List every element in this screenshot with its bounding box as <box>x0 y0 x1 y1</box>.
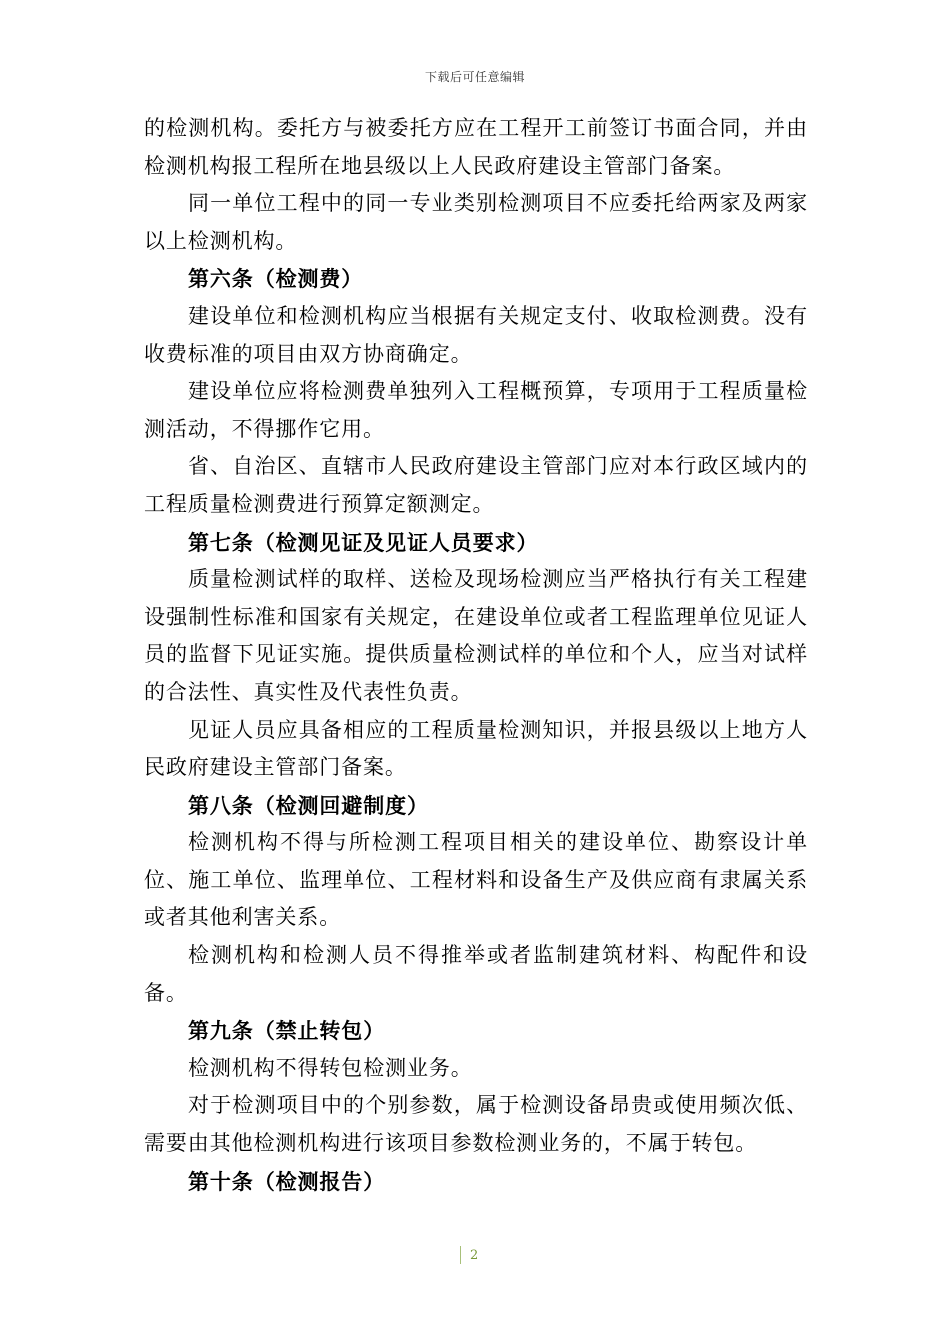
paragraph: 见证人员应具备相应的工程质量检测知识，并报县级以上地方人民政府建设主管部门备案。 <box>144 717 808 780</box>
article-heading: 第八条（检测回避制度） <box>188 792 429 818</box>
paragraph: 同一单位工程中的同一专业类别检测项目不应委托给两家及两家以上检测机构。 <box>144 191 808 253</box>
paragraph: 质量检测试样的取样、送检及现场检测应当严格执行有关工程建设强制性标准和国家有关规定，在建设单位或者工程监理单位见证人员的监督下见证实施。提供质量检测试样的单位和个人，应当对试样的合法性、真实性及代表性负责。 <box>144 567 808 704</box>
paragraph: 的检测机构。委托方与被委托方应在工程开工前签订书面合同，并由检测机构报工程所在地县级以上人民政府建设主管部门备案。 <box>144 116 808 178</box>
article-heading: 第九条（禁止转包） <box>188 1018 386 1044</box>
page-footer <box>460 1246 478 1264</box>
paragraph: 对于检测项目中的个别参数，属于检测设备昂贵或使用频次低、需要由其他检测机构进行该项目参数检测业务的，不属于转包。 <box>144 1093 808 1156</box>
paragraph: 省、自治区、直辖市人民政府建设主管部门应对本行政区域内的工程质量检测费进行预算定额测定。 <box>144 454 808 516</box>
paragraph: 建设单位应将检测费单独列入工程概预算，专项用于工程质量检测活动，不得挪作它用。 <box>144 379 808 441</box>
page-header: 下载后可任意编辑 <box>424 70 525 84</box>
document-body <box>144 110 808 1200</box>
article-heading: 第十条（检测报告） <box>188 1168 386 1194</box>
paragraph: 检测机构不得与所检测工程项目相关的建设单位、勘察设计单位、施工单位、监理单位、工程材料和设备生产及供应商有隶属关系或者其他利害关系。 <box>144 830 808 930</box>
paragraph: 检测机构和检测人员不得推举或者监制建筑材料、构配件和设备。 <box>144 943 808 1005</box>
footer-divider <box>460 1246 461 1264</box>
paragraph: 建设单位和检测机构应当根据有关规定支付、收取检测费。没有收费标准的项目由双方协商确定。 <box>144 303 808 366</box>
page-number: 2 <box>470 1247 479 1263</box>
article-heading: 第七条（检测见证及见证人员要求） <box>188 529 539 555</box>
paragraph: 检测机构不得转包检测业务。 <box>188 1055 473 1080</box>
article-heading: 第六条（检测费） <box>188 266 364 292</box>
